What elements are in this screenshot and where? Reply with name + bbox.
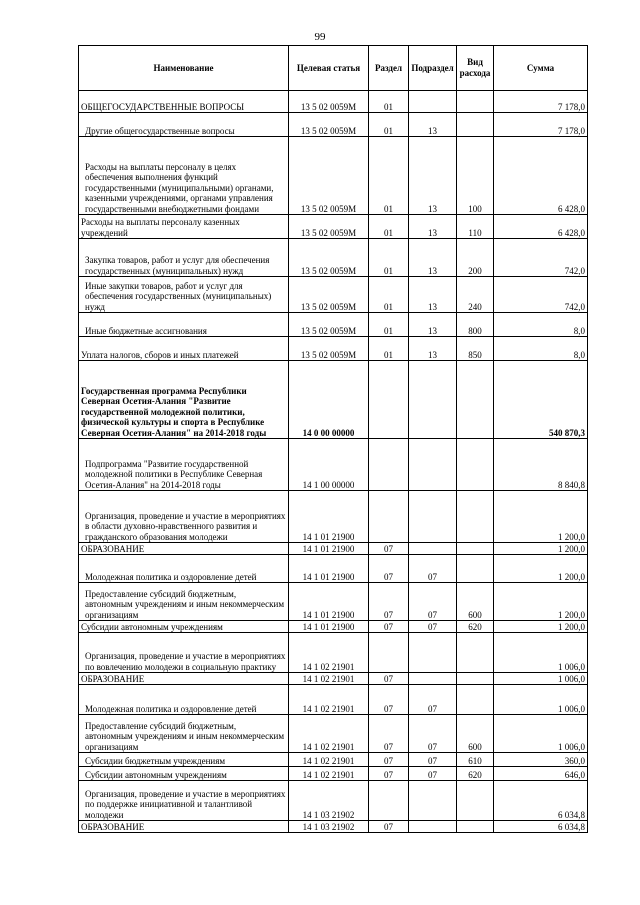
row-subsection-text: 07 [428,741,437,752]
row-target [289,215,369,239]
row-name-text: Субсидии автономным учреждениям [85,769,227,780]
row-sum [494,491,588,543]
row-section [369,685,409,715]
row-section-text: 07 [384,571,393,582]
row-section [369,767,409,781]
row-expense-type [457,781,494,821]
row-expense-type [457,91,494,113]
row-subsection-text: 13 [428,203,437,214]
row-sum [494,91,588,113]
row-name-text: Субсидии бюджетным учреждениям [85,755,226,766]
row-section [369,215,409,239]
row-target [289,361,369,439]
row-name-text: ОБРАЗОВАНИЕ [81,543,145,554]
row-name-text: Предоставление субсидий бюджетным, автономным учреждениям и иным некоммерческим организациям [85,588,285,620]
row-name-text: Молодежная политика и оздоровление детей [85,571,257,582]
row-subsection [409,337,457,361]
row-target-text: 14 1 01 21900 [302,531,355,542]
row-subsection [409,277,457,313]
row-target-text: 14 1 01 21900 [302,621,355,632]
row-subsection-text: 13 [428,125,437,136]
table-row [79,239,588,277]
row-section [369,439,409,491]
row-subsection [409,715,457,753]
row-name-text: Подпрограмма "Развитие государственной молодежной политики в Республике Северная Осетия-Алания" на 2014-2018 годы [85,458,263,490]
row-target-text: 13 5 02 0059М [300,301,357,312]
row-target-text: 14 1 01 21900 [302,543,355,554]
row-sum-text: 1 200,0 [558,571,585,582]
row-section-text: 07 [384,543,393,554]
row-section-text: 01 [384,101,393,112]
row-subsection [409,215,457,239]
row-subsection [409,113,457,137]
row-expense-type-text: 800 [468,325,482,336]
row-target-text: 14 1 01 21900 [302,609,355,620]
row-section-text: 07 [384,609,393,620]
table-row [79,137,588,215]
row-section [369,313,409,337]
row-expense-type [457,685,494,715]
row-sum [494,821,588,833]
row-section [369,491,409,543]
row-name-text: ОБРАЗОВАНИЕ [81,673,145,684]
row-target-text: 14 1 03 21902 [302,821,355,832]
row-target [289,439,369,491]
row-target-text: 14 1 02 21901 [302,673,355,684]
row-sum-text: 6 428,0 [558,227,585,238]
row-expense-type [457,821,494,833]
row-name [79,715,289,753]
table-body [79,91,588,833]
row-sum-text: 8 840,8 [558,479,585,490]
table-row [79,361,588,439]
table-row [79,715,588,753]
row-target-text: 14 1 02 21901 [302,769,355,780]
row-name [79,439,289,491]
row-target-text: 13 5 02 0059М [300,349,357,360]
row-name [79,239,289,277]
row-sum-text: 360,0 [564,755,585,766]
row-subsection [409,673,457,685]
row-name-text: Другие общегосударственные вопросы [85,125,235,136]
row-section-text: 07 [384,673,393,684]
row-subsection [409,583,457,621]
row-subsection [409,621,457,633]
row-subsection-text: 13 [428,227,437,238]
row-expense-type-text: 620 [468,621,482,632]
row-sum-text: 8,0 [573,349,585,360]
row-target-text: 14 1 01 21900 [302,571,355,582]
table-row [79,781,588,821]
row-name [79,313,289,337]
row-section [369,239,409,277]
row-section [369,555,409,583]
row-sum [494,137,588,215]
row-section [369,137,409,215]
row-sum-text: 8,0 [573,325,585,336]
row-name [79,137,289,215]
row-sum-text: 6 034,8 [558,809,585,820]
row-target-text: 14 1 00 00000 [302,479,355,490]
row-name [79,673,289,685]
row-expense-type-text: 110 [468,227,482,238]
header-expense-type: Вид расхода [457,46,494,91]
row-sum [494,337,588,361]
row-name-text: Иные бюджетные ассигнования [85,325,207,336]
row-sum [494,583,588,621]
row-expense-type [457,673,494,685]
table-row [79,583,588,621]
row-name [79,91,289,113]
row-target [289,137,369,215]
row-name [79,361,289,439]
row-sum-text: 6 428,0 [558,203,585,214]
header-subsection: Подраздел [409,46,457,91]
row-name [79,113,289,137]
row-expense-type [457,583,494,621]
row-expense-type [457,337,494,361]
table-row [79,215,588,239]
row-expense-type-text: 100 [468,203,482,214]
row-sum-text: 742,0 [564,265,585,276]
row-subsection [409,543,457,555]
header-section: Раздел [369,46,409,91]
row-section [369,361,409,439]
row-section-text: 07 [384,741,393,752]
row-target-text: 14 0 00 00000 [302,427,355,438]
row-sum-text: 646,0 [564,769,585,780]
row-section [369,583,409,621]
row-section-text: 07 [384,769,393,780]
row-sum [494,753,588,767]
row-target [289,113,369,137]
row-sum [494,239,588,277]
page-number: 99 [314,31,326,43]
row-name-text: Организация, проведение и участие в мероприятиях по поддержке инициативной и талантливой молодежи [85,788,286,820]
row-sum-text: 1 200,0 [558,531,585,542]
row-subsection-text: 13 [428,325,437,336]
row-name-text: ОБЩЕГОСУДАРСТВЕННЫЕ ВОПРОСЫ [81,101,245,112]
table-row [79,543,588,555]
table-row [79,313,588,337]
row-name [79,555,289,583]
row-name [79,277,289,313]
row-name-text: Уплата налогов, сборов и иных платежей [81,349,239,360]
row-target [289,337,369,361]
row-target [289,277,369,313]
row-sum-text: 1 006,0 [558,703,585,714]
row-sum [494,215,588,239]
row-sum [494,621,588,633]
row-subsection-text: 07 [428,621,437,632]
row-subsection-text: 13 [428,265,437,276]
row-sum-text: 7 178,0 [558,101,585,112]
row-target [289,91,369,113]
row-expense-type [457,313,494,337]
row-subsection-text: 13 [428,301,437,312]
budget-table [78,45,588,833]
row-target-text: 14 1 03 21902 [302,809,355,820]
row-target-text: 14 1 02 21901 [302,703,355,714]
row-section [369,821,409,833]
header-target: Целевая статья [289,46,369,91]
row-sum [494,767,588,781]
row-target [289,685,369,715]
row-section [369,781,409,821]
row-subsection [409,767,457,781]
row-name [79,337,289,361]
row-expense-type [457,361,494,439]
row-expense-type [457,753,494,767]
row-target [289,313,369,337]
row-name [79,767,289,781]
row-target-text: 14 1 02 21901 [302,661,355,672]
row-expense-type [457,439,494,491]
row-sum [494,439,588,491]
row-expense-type-text: 600 [468,609,482,620]
row-sum-text: 1 200,0 [558,621,585,632]
row-sum-text: 540 870,3 [549,427,585,438]
row-name [79,215,289,239]
row-section [369,715,409,753]
table-row [79,673,588,685]
row-sum-text: 6 034,8 [558,821,585,832]
row-subsection [409,361,457,439]
row-subsection-text: 07 [428,755,437,766]
row-expense-type-text: 620 [468,769,482,780]
row-name-text: Организация, проведение и участие в мероприятиях по вовлечению молодежи в социальную практику [85,651,286,672]
row-target [289,715,369,753]
row-section-text: 01 [384,349,393,360]
row-expense-type [457,215,494,239]
row-name [79,781,289,821]
row-expense-type [457,715,494,753]
row-target [289,767,369,781]
row-name-text: Организация, проведение и участие в мероприятиях в области духовно-нравственного развития и гражданского образования молодежи [85,510,286,542]
row-expense-type [457,277,494,313]
row-sum-text: 1 006,0 [558,741,585,752]
header-name: Наименование [79,46,289,91]
row-expense-type [457,491,494,543]
row-subsection-text: 07 [428,609,437,620]
table-row [79,555,588,583]
row-name [79,633,289,673]
row-name [79,583,289,621]
row-name-text: Государственная программа Республики Северная Осетия-Алания "Развитие государственной молодежной политики, физической культуры и спорта в Республике Северная Осетия-Алания" на 2014-2018 годы [81,385,267,438]
row-target-text: 13 5 02 0059М [300,325,357,336]
row-subsection [409,781,457,821]
row-section-text: 07 [384,821,393,832]
row-sum [494,781,588,821]
table-row [79,621,588,633]
row-sum [494,277,588,313]
row-name-text: Предоставление субсидий бюджетным, автономным учреждениям и иным некоммерческим организациям [85,720,285,752]
row-name-text: Закупка товаров, работ и услуг для обеспечения государственных (муниципальных) нужд [85,255,270,276]
row-name-text: Расходы на выплаты персоналу в целях обеспечения выполнения функций государственными (муниципальными) органами, казенными учреждениями, органами управления государственными внебюджетными фондами [85,161,274,214]
row-target-text: 13 5 02 0059М [300,125,357,136]
row-subsection [409,491,457,543]
row-target-text: 14 1 02 21901 [302,741,355,752]
row-subsection [409,313,457,337]
row-subsection-text: 07 [428,571,437,582]
row-section [369,633,409,673]
row-section-text: 07 [384,621,393,632]
row-target [289,491,369,543]
row-section [369,277,409,313]
row-sum-text: 7 178,0 [558,125,585,136]
row-subsection [409,685,457,715]
row-target-text: 13 5 02 0059М [300,265,357,276]
row-expense-type [457,633,494,673]
row-subsection [409,137,457,215]
row-sum [494,113,588,137]
row-section-text: 07 [384,703,393,714]
header-sum: Сумма [494,46,588,91]
table-header-row [79,46,588,91]
row-name [79,543,289,555]
row-section-text: 01 [384,325,393,336]
row-expense-type [457,113,494,137]
row-expense-type [457,543,494,555]
row-name [79,685,289,715]
row-section [369,337,409,361]
row-subsection-text: 07 [428,769,437,780]
row-name-text: Субсидии автономным учреждениям [81,621,223,632]
table-row [79,685,588,715]
row-expense-type-text: 850 [468,349,482,360]
row-sum [494,633,588,673]
row-target-text: 14 1 02 21901 [302,755,355,766]
row-sum-text: 1 006,0 [558,673,585,684]
row-name-text: Иные закупки товаров, работ и услуг для обеспечения государственных (муниципальных) нужд [85,280,272,312]
row-section [369,113,409,137]
row-subsection [409,633,457,673]
row-target [289,555,369,583]
row-name [79,753,289,767]
row-sum [494,685,588,715]
row-target [289,673,369,685]
row-section-text: 07 [384,755,393,766]
row-section [369,543,409,555]
row-sum [494,361,588,439]
row-name [79,491,289,543]
row-section-text: 01 [384,125,393,136]
row-section [369,621,409,633]
table-row [79,491,588,543]
table-row [79,821,588,833]
row-target-text: 13 5 02 0059М [300,203,357,214]
row-expense-type [457,555,494,583]
row-name-text: Расходы на выплаты персоналу казенных учреждений [81,217,240,238]
table-row [79,767,588,781]
row-subsection [409,555,457,583]
row-target-text: 13 5 02 0059М [300,227,357,238]
row-target [289,239,369,277]
row-target [289,821,369,833]
row-target [289,781,369,821]
table-row [79,337,588,361]
row-sum [494,555,588,583]
row-expense-type [457,767,494,781]
table-row [79,277,588,313]
row-subsection-text: 07 [428,703,437,714]
row-subsection [409,91,457,113]
row-expense-type [457,137,494,215]
row-subsection-text: 13 [428,349,437,360]
row-name [79,621,289,633]
row-section-text: 01 [384,203,393,214]
row-section [369,91,409,113]
row-section [369,753,409,767]
row-sum [494,543,588,555]
table-row [79,91,588,113]
row-section-text: 01 [384,301,393,312]
row-target [289,633,369,673]
row-subsection [409,439,457,491]
row-sum-text: 1 006,0 [558,661,585,672]
row-name-text: ОБРАЗОВАНИЕ [81,821,145,832]
row-expense-type-text: 600 [468,741,482,752]
table-row [79,439,588,491]
row-subsection [409,821,457,833]
row-target [289,543,369,555]
row-name [79,821,289,833]
row-sum [494,673,588,685]
table-row [79,113,588,137]
row-sum-text: 1 200,0 [558,609,585,620]
row-name-text: Молодежная политика и оздоровление детей [85,703,257,714]
row-sum-text: 742,0 [564,301,585,312]
row-sum [494,313,588,337]
row-subsection [409,239,457,277]
row-target [289,753,369,767]
row-sum [494,715,588,753]
row-expense-type-text: 240 [468,301,482,312]
row-section-text: 01 [384,265,393,276]
row-sum-text: 1 200,0 [558,543,585,554]
row-expense-type-text: 200 [468,265,482,276]
row-expense-type-text: 610 [468,755,482,766]
row-section [369,673,409,685]
table-row [79,753,588,767]
row-target [289,621,369,633]
row-expense-type [457,239,494,277]
row-section-text: 01 [384,227,393,238]
table-row [79,633,588,673]
row-subsection [409,753,457,767]
row-target [289,583,369,621]
row-target-text: 13 5 02 0059М [300,101,357,112]
row-expense-type [457,621,494,633]
